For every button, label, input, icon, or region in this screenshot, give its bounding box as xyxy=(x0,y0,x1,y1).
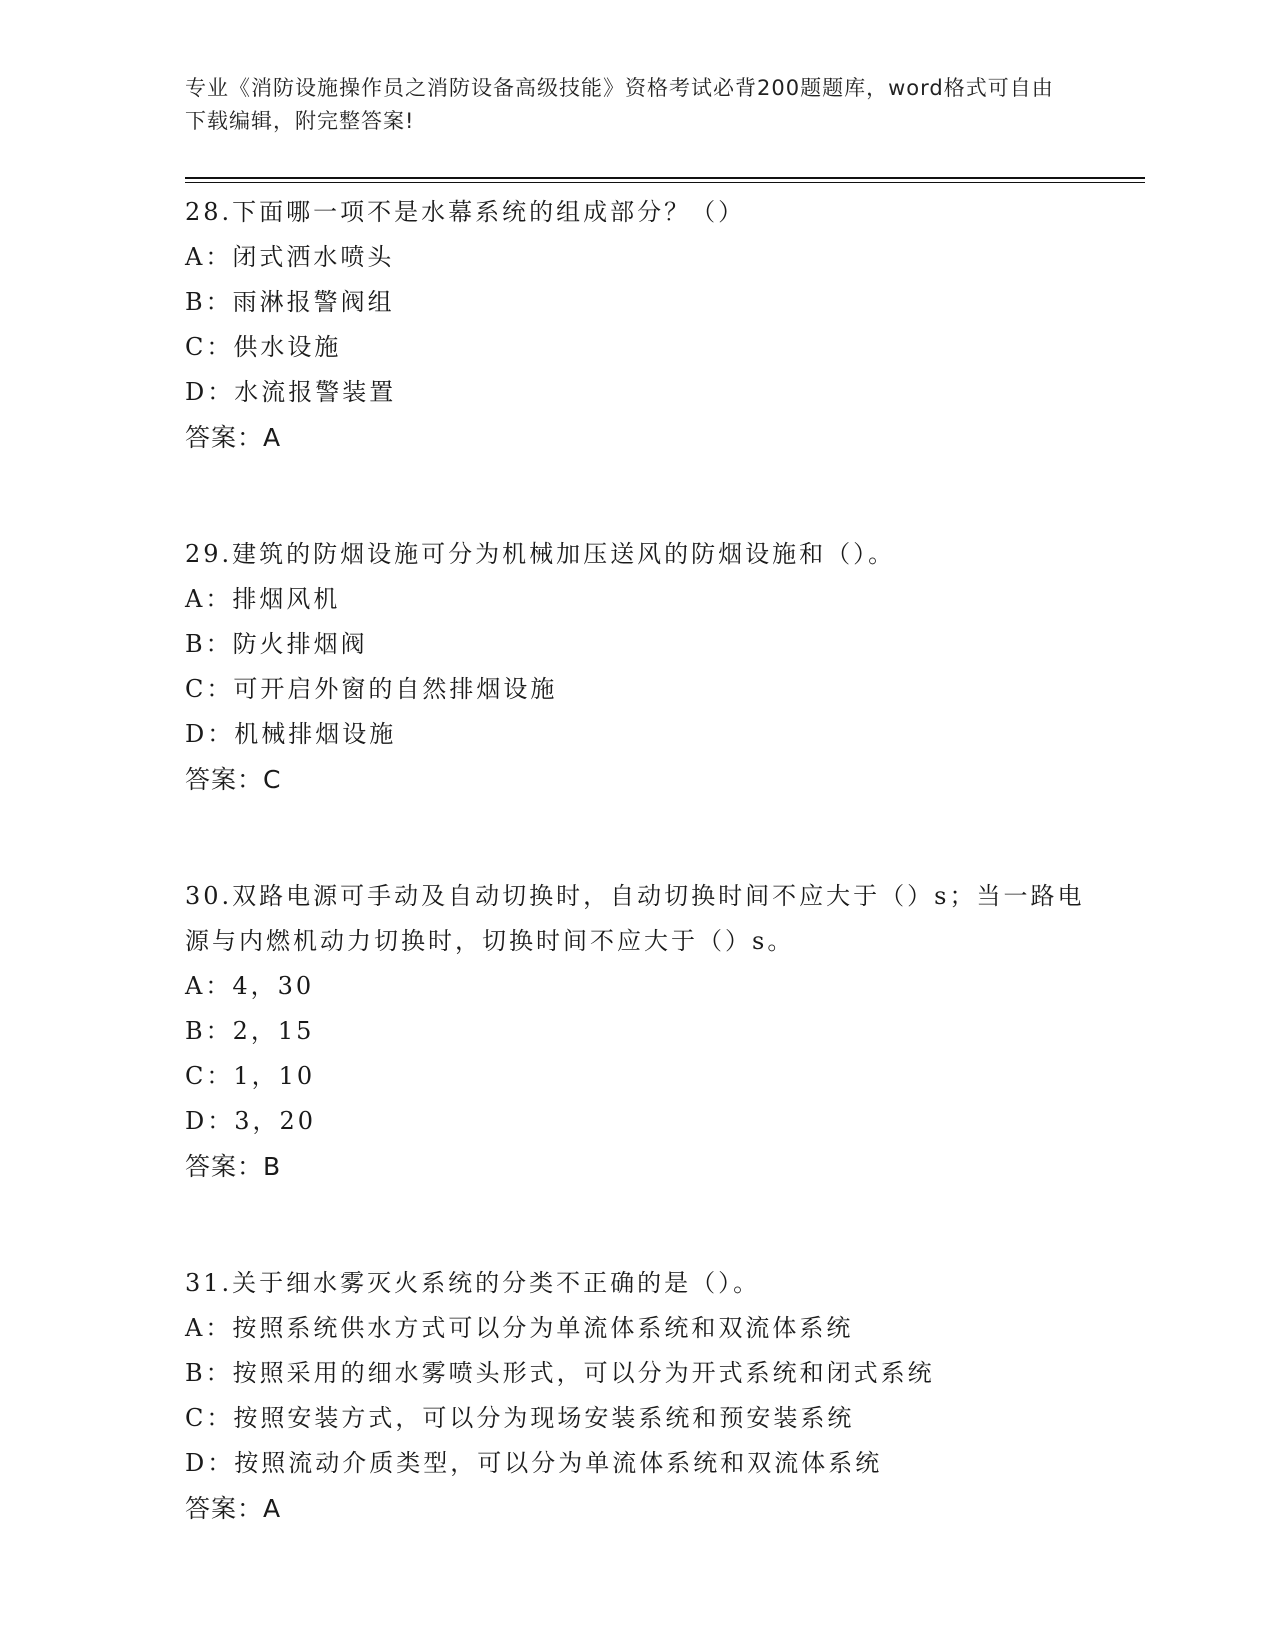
option-b: B：按照采用的细水雾喷头形式，可以分为开式系统和闭式系统 xyxy=(185,1359,935,1387)
option-a: A：排烟风机 xyxy=(185,585,341,613)
question-text: 31.关于细水雾灭火系统的分类不正确的是（）。 xyxy=(185,1269,761,1297)
question-31 xyxy=(185,1261,1085,1531)
question-28 xyxy=(185,190,1085,460)
question-text: 29.建筑的防烟设施可分为机械加压送风的防烟设施和（）。 xyxy=(185,540,896,568)
answer: 答案：B xyxy=(185,1152,282,1181)
option-a: A：按照系统供水方式可以分为单流体系统和双流体系统 xyxy=(185,1314,854,1342)
question-list xyxy=(185,190,1085,1603)
option-c: C：1，10 xyxy=(185,1062,316,1090)
answer: 答案：C xyxy=(185,765,282,794)
answer: 答案：A xyxy=(185,1494,282,1523)
option-c: C：可开启外窗的自然排烟设施 xyxy=(185,675,558,703)
header-divider-thin xyxy=(185,182,1145,183)
option-c: C：按照安装方式，可以分为现场安装系统和预安装系统 xyxy=(185,1404,855,1432)
header-text: 专业《消防设施操作员之消防设备高级技能》资格考试必背200题题库，word格式可自由下载编辑，附完整答案! xyxy=(185,76,1054,133)
option-a: A：4，30 xyxy=(185,972,315,1000)
option-b: B：雨淋报警阀组 xyxy=(185,288,395,316)
question-30 xyxy=(185,874,1085,1189)
option-b: B：2，15 xyxy=(185,1017,315,1045)
question-29 xyxy=(185,532,1085,802)
question-text: 28.下面哪一项不是水幕系统的组成部分？（） xyxy=(185,198,746,226)
header-divider xyxy=(185,177,1145,179)
option-d: D：水流报警装置 xyxy=(185,378,397,406)
option-a: A：闭式洒水喷头 xyxy=(185,243,395,271)
option-d: D：按照流动介质类型，可以分为单流体系统和双流体系统 xyxy=(185,1449,883,1477)
answer: 答案：A xyxy=(185,423,282,452)
option-b: B：防火排烟阀 xyxy=(185,630,368,658)
option-c: C：供水设施 xyxy=(185,333,342,361)
option-d: D：机械排烟设施 xyxy=(185,720,397,748)
document-header xyxy=(185,72,1065,138)
question-text: 30.双路电源可手动及自动切换时，自动切换时间不应大于（）s；当一路电源与内燃机动力切换时，切换时间不应大于（）s。 xyxy=(185,882,1085,955)
option-d: D：3，20 xyxy=(185,1107,317,1135)
